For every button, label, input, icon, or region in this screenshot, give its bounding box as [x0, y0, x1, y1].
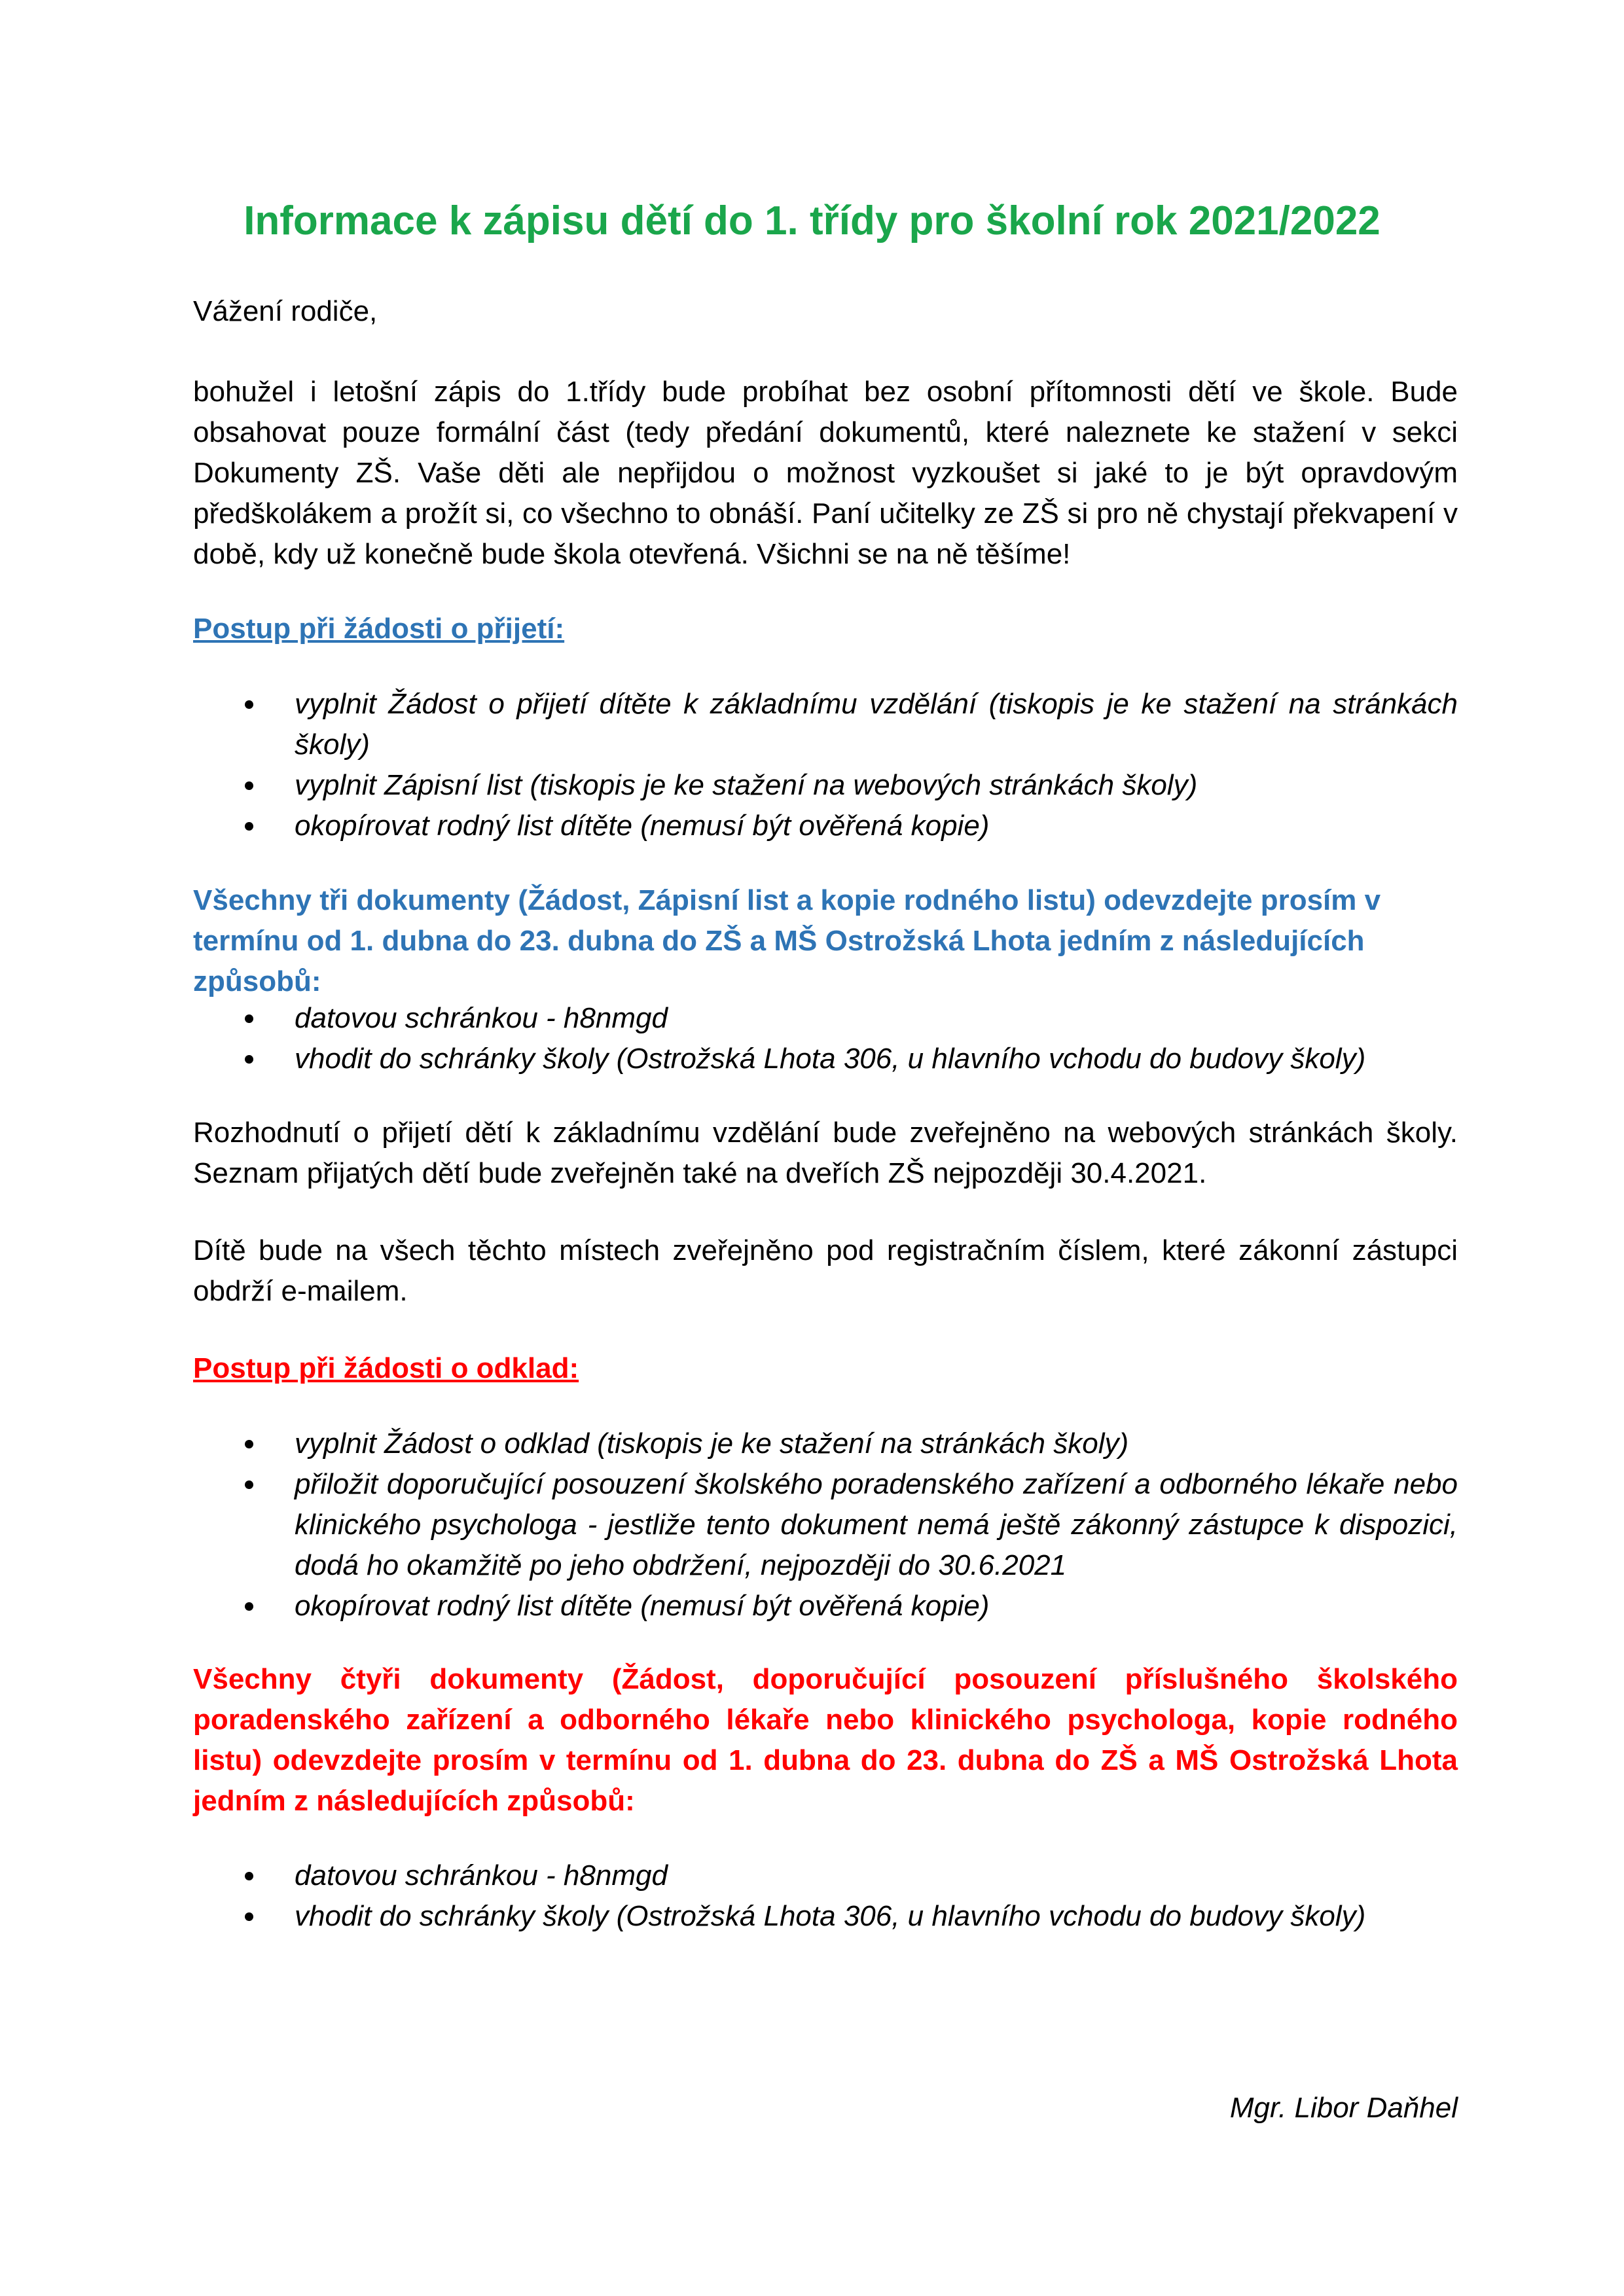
- postponement-methods-list: [193, 1856, 1458, 1937]
- page-title: Informace k zápisu dětí do 1. třídy pro školní rok 2021/2022: [244, 198, 1380, 243]
- bullet-icon: [245, 781, 253, 790]
- bullet-icon: [245, 1602, 253, 1611]
- list-item-text: okopírovat rodný list dítěte (nemusí být ověřená kopie): [295, 810, 990, 842]
- list-item: [193, 1464, 1458, 1586]
- bullet-icon: [245, 1872, 253, 1880]
- postponement-heading: Postup při žádosti o odklad:: [193, 1352, 579, 1384]
- list-item-text: přiložit doporučující posouzení školského poradenského zařízení a odborného lékaře nebo klinického psychologa - jestliže tento dokument nemá ještě zákonný zástupce k dispozici, dodá ho okamžitě po jeho obdržení, nejpozději do 30.6.2021: [295, 1468, 1458, 1581]
- list-item: [193, 684, 1458, 765]
- bullet-icon: [245, 822, 253, 831]
- decision-paragraph: Rozhodnutí o přijetí dětí k základnímu vzdělání bude zveřejněno na webových stránkách školy. Seznam přijatých dětí bude zveřejněn také na dveřích ZŠ nejpozději 30.4.2021.: [193, 1117, 1458, 1189]
- admission-methods-list: [193, 998, 1458, 1079]
- bullet-icon: [245, 1480, 253, 1489]
- list-item-text: vhodit do schránky školy (Ostrožská Lhota 306, u hlavního vchodu do budovy školy): [295, 1043, 1366, 1075]
- postponement-steps-list: [193, 1424, 1458, 1626]
- signature: Mgr. Libor Daňhel: [1229, 2092, 1458, 2124]
- list-item-text: datovou schránkou - h8nmgd: [295, 1859, 668, 1892]
- list-item-text: vhodit do schránky školy (Ostrožská Lhota 306, u hlavního vchodu do budovy školy): [295, 1900, 1366, 1932]
- greeting: Vážení rodiče,: [193, 295, 378, 327]
- list-item: [193, 998, 1458, 1039]
- list-item: [193, 1424, 1458, 1464]
- list-item-text: vyplnit Zápisní list (tiskopis je ke stažení na webových stránkách školy): [295, 769, 1198, 801]
- postponement-submission-paragraph: Všechny čtyři dokumenty (Žádost, doporučující posouzení příslušného školského poradenského zařízení a odborného lékaře nebo klinického psychologa, kopie rodného listu) odevzdejte prosím v termínu od 1. dubna do 23. dubna do ZŠ a MŠ Ostrožská Lhota jedním z následujících způsobů:: [193, 1663, 1458, 1817]
- admission-submission-paragraph: Všechny tři dokumenty (Žádost, Zápisní list a kopie rodného listu) odevzdejte prosím v termínu od 1. dubna do 23. dubna do ZŠ a MŠ Ostrožská Lhota jedním z následujících způsobů:: [193, 884, 1381, 997]
- intro-paragraph: bohužel i letošní zápis do 1.třídy bude probíhat bez osobní přítomnosti dětí ve škole. Bude obsahovat pouze formální část (tedy předání dokumentů, které naleznete ke stažení v sekci Dokumenty ZŠ. Vaše děti ale nepřijdou o možnost vyzkoušet si jaké to je být opravdovým předškolákem a prožít si, co všechno to obnáší. Paní učitelky ze ZŠ si pro ně chystají překvapení v době, kdy už konečně bude škola otevřená. Všichni se na ně těšíme!: [193, 376, 1458, 570]
- admission-heading: Postup při žádosti o přijetí:: [193, 613, 565, 645]
- list-item: [193, 1856, 1458, 1896]
- list-item: [193, 806, 1458, 846]
- bullet-icon: [245, 1912, 253, 1921]
- bullet-icon: [245, 700, 253, 709]
- bullet-icon: [245, 1055, 253, 1064]
- list-item: [193, 1586, 1458, 1626]
- list-item-text: datovou schránkou - h8nmgd: [295, 1002, 668, 1034]
- list-item: [193, 1039, 1458, 1079]
- list-item-text: vyplnit Žádost o přijetí dítěte k základnímu vzdělání (tiskopis je ke stažení na stránkách školy): [295, 688, 1458, 761]
- bullet-icon: [245, 1440, 253, 1448]
- list-item: [193, 1896, 1458, 1937]
- list-item-text: okopírovat rodný list dítěte (nemusí být ověřená kopie): [295, 1590, 990, 1622]
- list-item-text: vyplnit Žádost o odklad (tiskopis je ke stažení na stránkách školy): [295, 1427, 1129, 1460]
- list-item: [193, 765, 1458, 806]
- bullet-icon: [245, 1014, 253, 1023]
- admission-steps-list: [193, 684, 1458, 846]
- registration-paragraph: Dítě bude na všech těchto místech zveřejněno pod registračním číslem, které zákonní zástupci obdrží e-mailem.: [193, 1234, 1458, 1307]
